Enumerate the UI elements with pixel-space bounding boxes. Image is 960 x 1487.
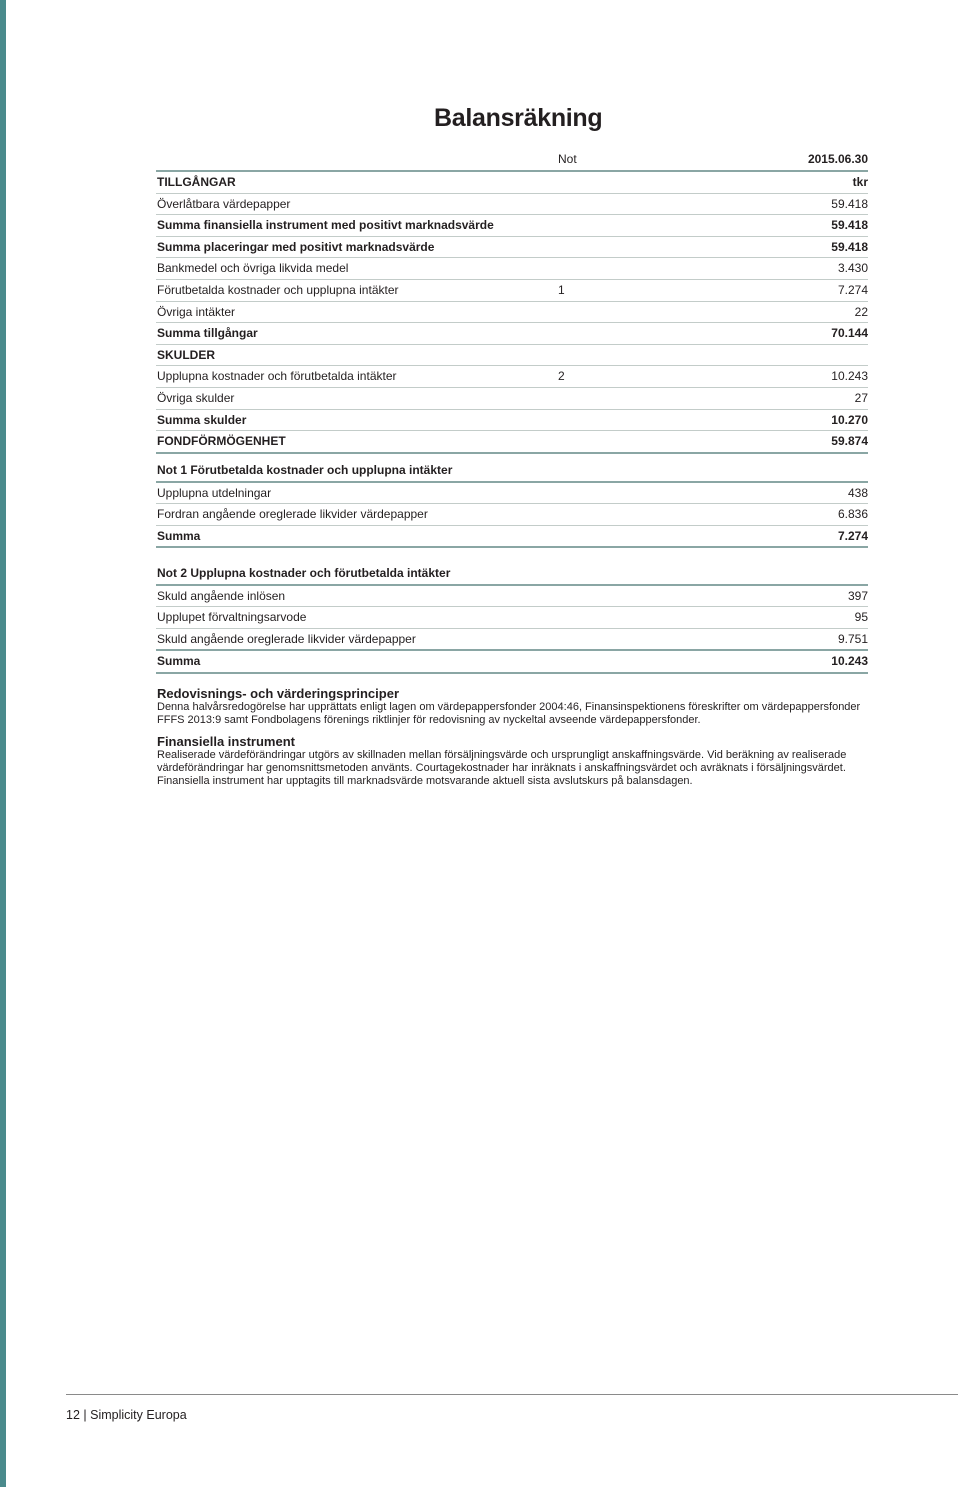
table-row <box>156 504 868 526</box>
page-number: 12 <box>66 1408 80 1422</box>
note2-title-row <box>156 563 868 586</box>
row-note-ref: 1 <box>558 282 565 297</box>
table-row <box>156 345 868 367</box>
row-label: Summa <box>157 654 201 669</box>
note2-title: Not 2 Upplupna kostnader och förutbetalda intäkter <box>157 566 451 580</box>
principles-heading: Redovisnings- och värderingsprinciper <box>157 686 399 701</box>
row-label: Överlåtbara värdepapper <box>157 196 291 211</box>
page-footer <box>66 1408 187 1422</box>
table-row <box>156 651 868 674</box>
row-label: Övriga skulder <box>157 390 235 405</box>
note1-table <box>156 460 868 548</box>
page-edge-bar <box>0 0 6 1487</box>
table-row <box>156 172 868 194</box>
row-label: Förutbetalda kostnader och upplupna intäkter <box>157 282 399 297</box>
note2-table <box>156 563 868 674</box>
table-row <box>156 629 868 652</box>
table-row <box>156 526 868 549</box>
table-row <box>156 237 868 259</box>
principles-text: Denna halvårsredogörelse har upprättats enligt lagen om värdepappersfonder 2004:46, Finansinspektionens föreskrifter om värdepappersfonder FFFS 2013:9 samt Fondbolagens förenings riktlinjer för redovisning av nyckeltal avseende värdepappersfonder. <box>157 701 861 726</box>
table-row <box>156 258 868 280</box>
row-label: Summa skulder <box>157 412 247 427</box>
date-column-header: 2015.06.30 <box>807 152 868 166</box>
row-value: 10.243 <box>831 654 868 669</box>
row-label: SKULDER <box>157 347 216 362</box>
page-title: Balansräkning <box>434 104 603 132</box>
row-value: 10.270 <box>831 412 868 427</box>
row-value: 9.751 <box>837 631 868 646</box>
row-value: 59.874 <box>831 434 868 449</box>
table-row <box>156 388 868 410</box>
note1-title: Not 1 Förutbetalda kostnader och upplupna intäkter <box>157 463 453 477</box>
row-value: 70.144 <box>831 326 868 341</box>
row-label: Övriga intäkter <box>157 304 236 319</box>
row-label: TILLGÅNGAR <box>157 175 236 189</box>
row-label: Bankmedel och övriga likvida medel <box>157 261 349 276</box>
row-value: 59.418 <box>831 218 868 233</box>
row-value: tkr <box>852 175 868 189</box>
table-row <box>156 215 868 237</box>
row-label: Skuld angående inlösen <box>157 588 286 603</box>
table-row <box>156 323 868 345</box>
table-row <box>156 431 868 454</box>
note1-title-row <box>156 460 868 483</box>
row-label: FONDFÖRMÖGENHET <box>157 434 286 449</box>
fund-name: Simplicity Europa <box>90 1408 187 1422</box>
table-row <box>156 410 868 432</box>
row-value: 10.243 <box>831 369 868 384</box>
row-value: 59.418 <box>831 196 868 211</box>
instruments-heading: Finansiella instrument <box>157 734 295 749</box>
row-label: Upplupet förvaltningsarvode <box>157 610 307 625</box>
row-label: Summa <box>157 528 201 543</box>
table-row <box>156 302 868 324</box>
row-value: 6.836 <box>837 507 868 522</box>
row-value: 3.430 <box>837 261 868 276</box>
table-row <box>156 280 868 302</box>
instruments-text: Realiserade värdeförändringar utgörs av skillnaden mellan försäljningsvärde och ursprungligt anskaffningsvärde. Vid beräkning av realiserade värdeförändringar har genomsnittsmetoden använts. Courtagekostnader har inräknats i anskaffningsvärdet och avräknats i försäljningsvärdet. Finansiella instrument har upptagits till marknadsvärde motsvarande aktuell sista avslutskurs på balansdagen. <box>157 749 847 787</box>
note-column-header: Not <box>558 152 577 166</box>
table-row <box>156 483 868 505</box>
table-row <box>156 607 868 629</box>
row-value: 22 <box>854 304 868 319</box>
row-label: Skuld angående oreglerade likvider värdepapper <box>157 631 416 646</box>
footer-separator: | <box>83 1408 87 1422</box>
principles-section <box>157 686 867 727</box>
row-value: 27 <box>854 390 868 405</box>
row-label: Summa placeringar med positivt marknadsvärde <box>157 239 435 254</box>
row-label: Summa finansiella instrument med positivt marknadsvärde <box>157 218 494 233</box>
row-value: 95 <box>854 610 868 625</box>
row-value: 438 <box>847 485 868 500</box>
row-value: 7.274 <box>837 282 868 297</box>
row-value: 7.274 <box>837 528 868 543</box>
row-label: Upplupna kostnader och förutbetalda intäkter <box>157 369 397 384</box>
row-label: Summa tillgångar <box>157 326 258 341</box>
footer-rule <box>66 1394 958 1395</box>
table-row <box>156 366 868 388</box>
row-label: Upplupna utdelningar <box>157 485 272 500</box>
instruments-section <box>157 734 867 788</box>
table-row <box>156 586 868 608</box>
row-label: Fordran angående oreglerade likvider värdepapper <box>157 507 428 522</box>
row-note-ref: 2 <box>558 369 565 384</box>
table-row <box>156 194 868 216</box>
row-value: 59.418 <box>831 239 868 254</box>
balance-table <box>156 172 868 454</box>
row-value: 397 <box>847 588 868 603</box>
